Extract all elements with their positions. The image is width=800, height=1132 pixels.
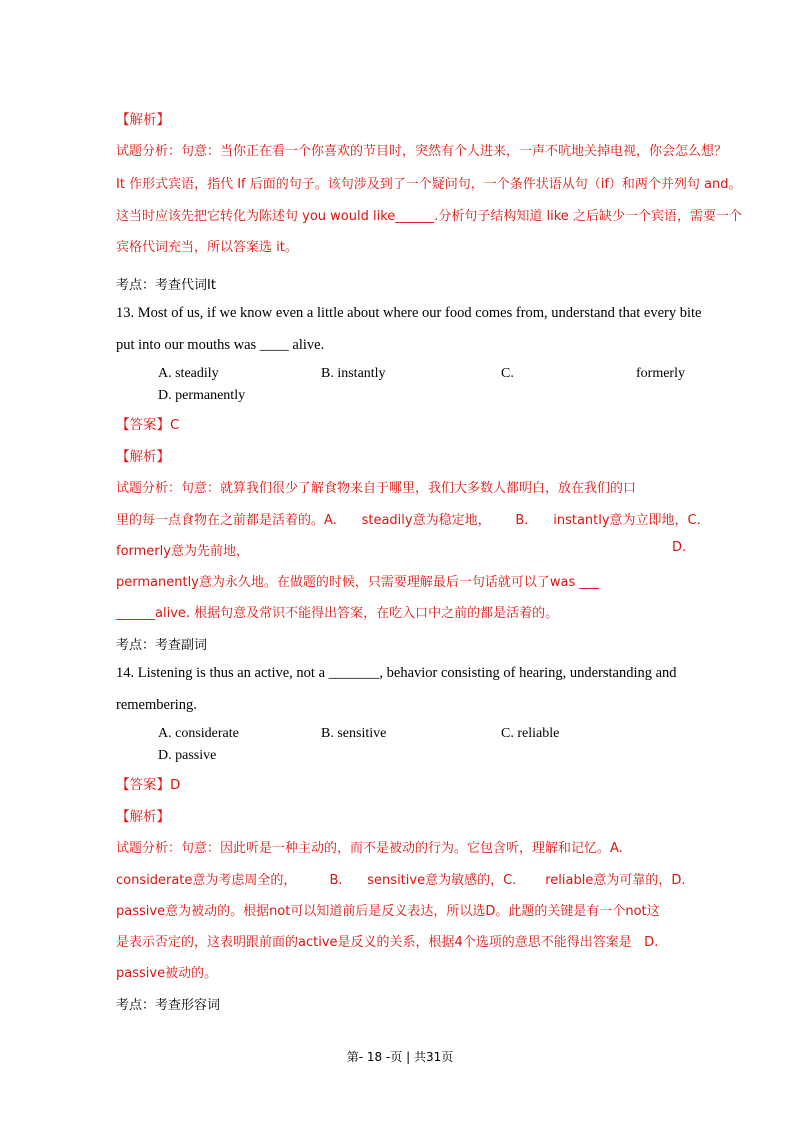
q13-analysis-line: permanently意为永久地。在做题的时候，只需要理解最后一句话就可以了was ___ [116, 575, 599, 590]
q14-option-b: B. sensitive [321, 726, 387, 741]
prev-analysis-line: 宾格代词充当，所以答案选 it。 [116, 240, 298, 255]
q14-analysis-line: considerate意为考虑周全的， B. sensitive意为敏感的，C. reliable意为可靠的，D. [116, 873, 686, 888]
q13-option-c-word: formerly [636, 366, 685, 381]
q13-analysis-line: 试题分析：句意：就算我们很少了解食物来自于哪里，我们大多数人都明白，放在我们的口 [116, 481, 637, 496]
q13-option-a: A. steadily [158, 366, 219, 381]
q14-option-c: C. reliable [501, 726, 560, 741]
q13-analysis-d-label: D. [672, 540, 687, 555]
q14-analysis-line: passive被动的。 [116, 966, 218, 981]
q13-kaodian: 考点：考查副词 [116, 638, 208, 653]
q13-analysis-line: ______alive. 根据句意及常识不能得出答案，在吃入口中之前的都是活着的。 [116, 606, 559, 621]
page-footer: 第- 18 -页 | 共31页 [346, 1050, 454, 1064]
q13-analysis-label: 【解析】 [116, 449, 170, 465]
q13-option-c: C. [501, 366, 514, 381]
q13-stem-line1: 13. Most of us, if we know even a little about where our food comes from, understand that every bite [116, 305, 702, 321]
q14-analysis-line: 是表示否定的，这表明跟前面的active是反义的关系，根据4个选项的意思不能得出答案是 D. [116, 935, 659, 950]
q13-stem-line2: put into our mouths was ____ alive. [116, 337, 325, 353]
q13-option-b: B. instantly [321, 366, 386, 381]
q14-analysis-line: 试题分析：句意：因此听是一种主动的，而不是被动的行为。它包含听，理解和记忆。A. [116, 841, 623, 856]
q13-analysis-line: 里的每一点食物在之前都是活着的。A. steadily意为稳定地， B. instantly意为立即地，C. [116, 513, 701, 528]
q14-option-a: A. considerate [158, 726, 239, 741]
q14-kaodian: 考点：考查形容词 [116, 998, 221, 1013]
prev-analysis-line: It 作形式宾语，指代 If 后面的句子。该句涉及到了一个疑问句，一个条件状语从句（if）和两个并列句 and。 [116, 177, 742, 192]
q13-answer: 【答案】C [116, 417, 180, 433]
q14-answer: 【答案】D [116, 777, 181, 793]
prev-analysis-line: 这当时应该先把它转化为陈述句 you would like______.分析句子结构知道 like 之后缺少一个宾语，需要一个 [116, 209, 742, 224]
q14-analysis-label: 【解析】 [116, 809, 170, 825]
prev-analysis-line: 试题分析：句意：当你正在看一个你喜欢的节目时，突然有个人进来，一声不吭地关掉电视，你会怎么想？ [116, 144, 728, 159]
q14-stem-line1: 14. Listening is thus an active, not a _______, behavior consisting of hearing, understanding and [116, 665, 677, 681]
q13-analysis-line: formerly意为先前地， [116, 544, 249, 559]
q13-option-d: D. permanently [158, 388, 246, 403]
prev-kaodian: 考点：考查代词It [116, 278, 216, 293]
q14-stem-line2: remembering. [116, 697, 197, 713]
prev-analysis-label: 【解析】 [116, 112, 170, 128]
q14-analysis-line: passive意为被动的。根据not可以知道前后是反义表达，所以选D。此题的关键是有一个not这 [116, 904, 660, 919]
q14-option-d: D. passive [158, 748, 217, 763]
